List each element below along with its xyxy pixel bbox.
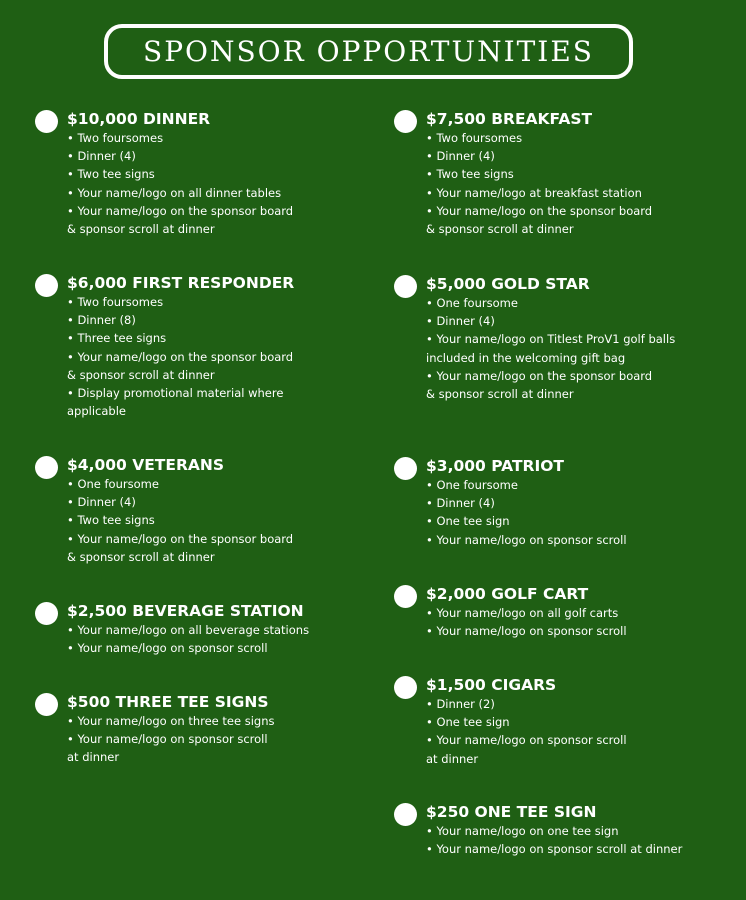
- benefit-item: & sponsor scroll at dinner: [67, 549, 215, 564]
- benefit-item: • Your name/logo on sponsor scroll: [67, 641, 268, 656]
- bullet-circle-icon: [394, 585, 417, 608]
- benefit-item: • Your name/logo at breakfast station: [426, 185, 642, 200]
- tier-title: $4,000 VETERANS: [67, 456, 225, 474]
- benefit-item: • Your name/logo on three tee signs: [67, 714, 275, 728]
- benefit-item: • Your name/logo on Titlest ProV1 golf balls: [426, 332, 676, 347]
- benefit-item: • Dinner (4): [426, 496, 495, 511]
- tier-title: $2,000 GOLF CART: [426, 585, 589, 603]
- tier-content: [67, 601, 309, 657]
- tier-benefits-list: [426, 822, 682, 858]
- tier-benefits-list: [67, 712, 275, 767]
- benefit-item: • Your name/logo on the sponsor board: [426, 368, 653, 383]
- benefit-item: • Two foursomes: [426, 131, 523, 145]
- benefit-item: • Your name/logo on sponsor scroll: [426, 733, 627, 748]
- tier-content: [426, 456, 627, 549]
- benefit-item: • One foursome: [426, 296, 518, 310]
- tier-benefits-list: [67, 293, 294, 420]
- bullet-circle-icon: [35, 602, 58, 625]
- benefit-item: & sponsor scroll at dinner: [67, 367, 215, 382]
- bullet-circle-icon: [35, 693, 58, 716]
- tier-benefits-list: [67, 129, 293, 238]
- benefit-item: • Two foursomes: [67, 131, 164, 145]
- tier-content: [426, 274, 675, 403]
- benefit-item: & sponsor scroll at dinner: [426, 387, 574, 402]
- benefit-item: & sponsor scroll at dinner: [67, 222, 215, 237]
- tier-title: $5,000 GOLD STAR: [426, 275, 590, 293]
- benefit-item: • Two foursomes: [67, 295, 164, 309]
- benefit-item: • Two tee signs: [426, 167, 514, 182]
- tier-content: [426, 584, 627, 640]
- tier-benefits-list: [426, 129, 652, 238]
- bullet-circle-icon: [394, 110, 417, 133]
- benefit-item: • Your name/logo on sponsor scroll: [67, 732, 268, 747]
- tier-title: $500 THREE TEE SIGNS: [67, 693, 269, 711]
- tier-content: [67, 273, 294, 420]
- page-title: SPONSOR OPPORTUNITIES: [143, 35, 594, 68]
- tier-benefits-list: [67, 475, 293, 566]
- benefit-item: • Your name/logo on the sponsor board: [67, 349, 294, 364]
- benefit-item: • Your name/logo on sponsor scroll: [426, 624, 627, 639]
- benefit-item: at dinner: [67, 750, 120, 765]
- tier-title: $2,500 BEVERAGE STATION: [67, 602, 304, 620]
- tier-content: [67, 455, 293, 566]
- tier-benefits-list: [426, 476, 627, 549]
- tier-benefits-list: [67, 621, 309, 657]
- benefit-item: • Dinner (4): [426, 149, 495, 164]
- benefit-item: • Two tee signs: [67, 513, 155, 528]
- tier-benefits-list: [426, 695, 627, 768]
- tier-title: $10,000 DINNER: [67, 110, 211, 128]
- benefit-item: included in the welcoming gift bag: [426, 350, 626, 365]
- benefit-item: • Your name/logo on all beverage stations: [67, 623, 310, 637]
- benefit-item: • Dinner (4): [67, 149, 136, 164]
- benefit-item: • Three tee signs: [67, 331, 167, 346]
- benefit-item: • One foursome: [67, 477, 159, 491]
- benefit-item: • Dinner (2): [426, 697, 495, 711]
- tier-content: [67, 109, 293, 238]
- benefit-item: • Your name/logo on the sponsor board: [67, 531, 294, 546]
- tier-benefits-list: [426, 294, 675, 403]
- benefit-item: • Your name/logo on all golf carts: [426, 606, 619, 620]
- bullet-circle-icon: [394, 676, 417, 699]
- benefit-item: & sponsor scroll at dinner: [426, 222, 574, 237]
- benefit-item: • Your name/logo on sponsor scroll at dinner: [426, 842, 683, 857]
- benefit-item: • Your name/logo on the sponsor board: [426, 203, 653, 218]
- benefit-item: • Two tee signs: [67, 167, 155, 182]
- tier-title: $6,000 FIRST RESPONDER: [67, 274, 295, 292]
- bullet-circle-icon: [394, 803, 417, 826]
- benefit-item: • Your name/logo on the sponsor board: [67, 203, 294, 218]
- tier-title: $3,000 PATRIOT: [426, 457, 564, 475]
- benefit-item: • Your name/logo on sponsor scroll: [426, 532, 627, 547]
- benefit-item: at dinner: [426, 751, 479, 766]
- bullet-circle-icon: [394, 457, 417, 480]
- benefit-item: • One tee sign: [426, 514, 510, 529]
- tier-benefits-list: [426, 604, 627, 640]
- benefit-item: • One foursome: [426, 478, 518, 492]
- benefit-item: • One tee sign: [426, 715, 510, 730]
- tier-content: [426, 109, 652, 238]
- benefit-item: • Dinner (8): [67, 313, 136, 328]
- tier-title: $1,500 CIGARS: [426, 676, 557, 694]
- tier-content: [426, 802, 682, 858]
- benefit-item: • Dinner (4): [426, 314, 495, 329]
- title-banner: [104, 24, 633, 79]
- bullet-circle-icon: [35, 110, 58, 133]
- benefit-item: applicable: [67, 404, 126, 419]
- benefit-item: • Display promotional material where: [67, 386, 284, 401]
- benefit-item: • Dinner (4): [67, 495, 136, 510]
- bullet-circle-icon: [35, 274, 58, 297]
- tier-title: $7,500 BREAKFAST: [426, 110, 593, 128]
- tier-content: [67, 692, 275, 767]
- benefit-item: • Your name/logo on all dinner tables: [67, 185, 282, 200]
- bullet-circle-icon: [394, 275, 417, 298]
- tier-content: [426, 675, 627, 768]
- benefit-item: • Your name/logo on one tee sign: [426, 824, 619, 838]
- tier-title: $250 ONE TEE SIGN: [426, 803, 597, 821]
- bullet-circle-icon: [35, 456, 58, 479]
